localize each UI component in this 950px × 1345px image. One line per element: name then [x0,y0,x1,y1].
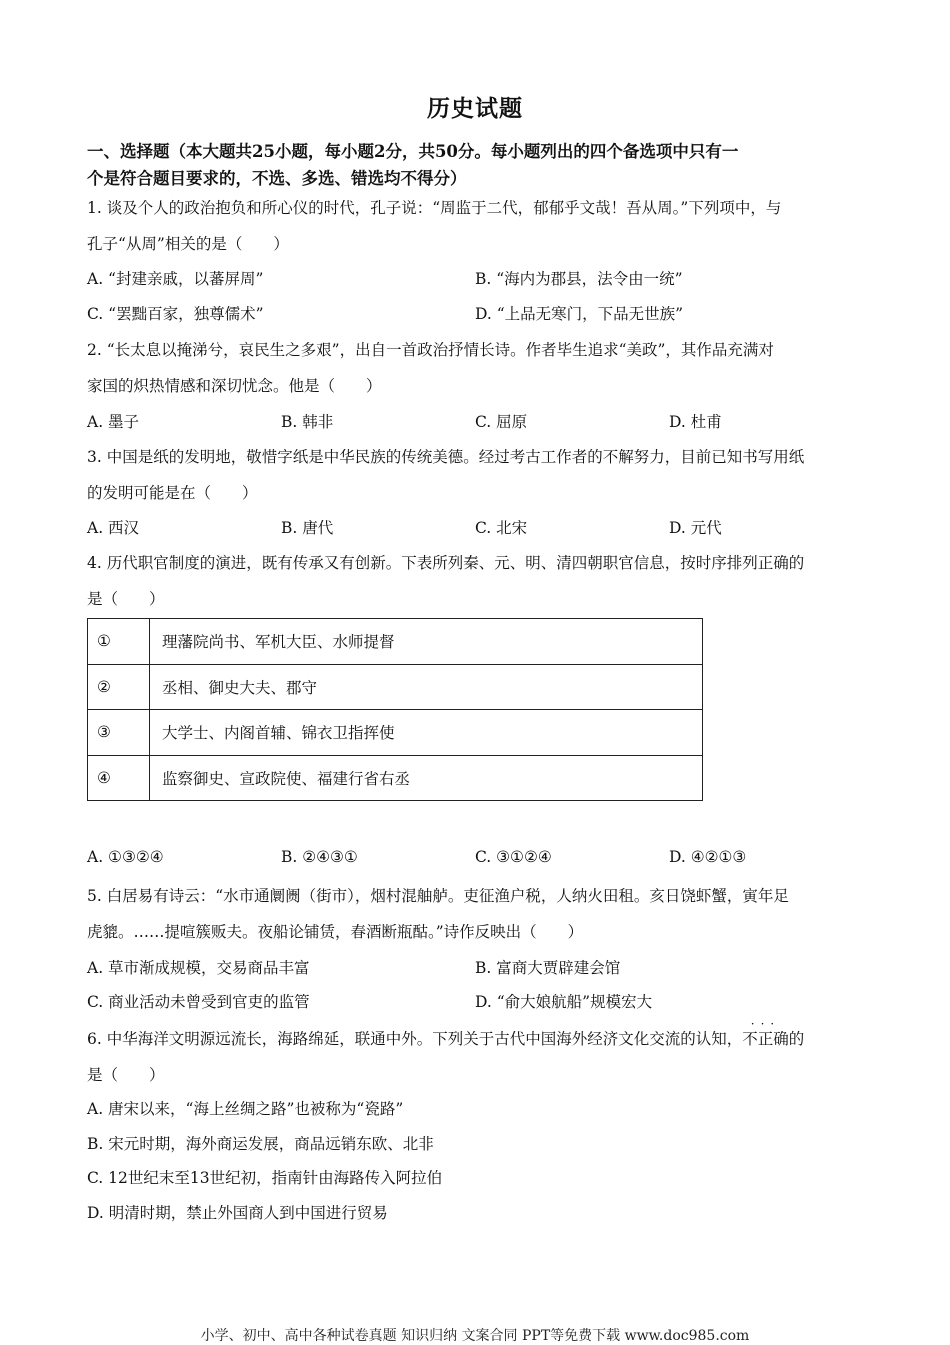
emphasis-dots: ··· [750,1017,781,1031]
q4-stem-line1: 4. 历代职官制度的演进，既有传承又有创新。下表所列秦、元、明、清四朝职官信息，按时序排列正确的 [87,554,805,572]
q4-option-d: D. ④②①③ [669,848,747,866]
q1-option-b: B. “海内为郡县，法令由一统” [475,270,683,288]
q3-option-b: B. 唐代 [281,519,334,537]
q6-emphasis-text: 不正确 [742,1030,789,1048]
q6-option-c: C. 12世纪末至13世纪初，指南针由海路传入阿拉伯 [87,1169,443,1187]
q3-option-d: D. 元代 [669,519,722,537]
row-content: 大学士、内阁首辅、锦衣卫指挥使 [150,710,703,756]
q5-option-a: A. 草市渐成规模，交易商品丰富 [87,959,310,977]
section-heading-line1: 一、选择题（本大题共25小题，每小题2分，共50分。每小题列出的四个备选项中只有一 [87,142,739,161]
table-row [88,710,703,756]
q2-option-d: D. 杜甫 [669,413,722,431]
q3-stem-line1: 3. 中国是纸的发明地，敬惜字纸是中华民族的传统美德。经过考古工作者的不解努力，目前已知书写用纸 [87,448,805,466]
q4-stem-line2: 是（ ） [87,590,165,608]
q6-stem-line2: 是（ ） [87,1066,165,1084]
page-footer: 小学、初中、高中各种试卷真题 知识归纳 文案合同 PPT等免费下载 www.doc985.com [200,1328,750,1344]
q2-stem-line2: 家国的炽热情感和深切忧念。他是（ ） [87,377,382,395]
q5-option-c: C. 商业活动未曾受到官吏的监管 [87,993,310,1011]
q6-stem-line1 [87,1017,805,1049]
q1-stem-line2: 孔子“从周”相关的是（ ） [87,235,289,253]
row-number: ② [88,664,150,710]
q4-option-c: C. ③①②④ [475,848,552,866]
q4-option-a: A. ①③②④ [87,848,164,866]
q6-option-d: D. 明清时期，禁止外国商人到中国进行贸易 [87,1204,388,1222]
q2-stem-line1: 2. “长太息以掩涕兮，哀民生之多艰”，出自一首政治抒情长诗。作者毕生追求“美政”，其作品充满对 [87,341,774,359]
q5-option-b: B. 富商大贾辟建会馆 [475,959,621,977]
q3-option-c: C. 北宋 [475,519,528,537]
official-positions-table [87,618,703,801]
q6-stem-text: 6. 中华海洋文明源远流长，海路绵延，联通中外。下列关于古代中国海外经济文化交流的认知， [87,1030,743,1048]
q3-option-a: A. 西汉 [87,519,140,537]
q5-stem-line2: 虎貔。……提喧簇贩夫。夜船论铺赁，春酒断瓶酤。”诗作反映出（ ） [87,923,584,941]
section-heading-line2: 个是符合题目要求的，不选、多选、错选均不得分） [87,169,467,188]
q2-option-a: A. 墨子 [87,413,140,431]
table-row [88,755,703,801]
table-row [88,664,703,710]
q2-option-c: C. 屈原 [475,413,528,431]
q6-stem-text-end: 的 [788,1030,805,1048]
q6-option-b: B. 宋元时期，海外商运发展，商品远销东欧、北非 [87,1135,434,1153]
q1-option-c: C. “罢黜百家，独尊儒术” [87,305,264,323]
q1-stem-line1: 1. 谈及个人的政治抱负和所心仪的时代，孔子说：“周监于二代，郁郁乎文哉！吾从周。”下列项中，与 [87,199,782,217]
row-content: 监察御史、宣政院使、福建行省右丞 [150,755,703,801]
q5-stem-line1: 5. 白居易有诗云：“水市通阛阓（街市），烟村混舳舻。吏征渔户税，人纳火田租。亥日饶虾蟹，寅年足 [87,887,789,905]
row-content: 丞相、御史大夫、郡守 [150,664,703,710]
row-number: ① [88,619,150,665]
q6-emphasis [742,1017,789,1049]
q4-option-b: B. ②④③① [281,848,358,866]
q5-option-d: D. “俞大娘航船”规模宏大 [475,993,653,1011]
q6-option-a: A. 唐宋以来，“海上丝绸之路”也被称为“瓷路” [87,1100,404,1118]
row-content: 理藩院尚书、军机大臣、水师提督 [150,619,703,665]
table-row [88,619,703,665]
row-number: ④ [88,755,150,801]
q3-stem-line2: 的发明可能是在（ ） [87,484,258,502]
q1-option-a: A. “封建亲戚，以蕃屏周” [87,270,264,288]
row-number: ③ [88,710,150,756]
q2-option-b: B. 韩非 [281,413,334,431]
page-title: 历史试题 [427,95,523,122]
q1-option-d: D. “上品无寒门，下品无世族” [475,305,684,323]
